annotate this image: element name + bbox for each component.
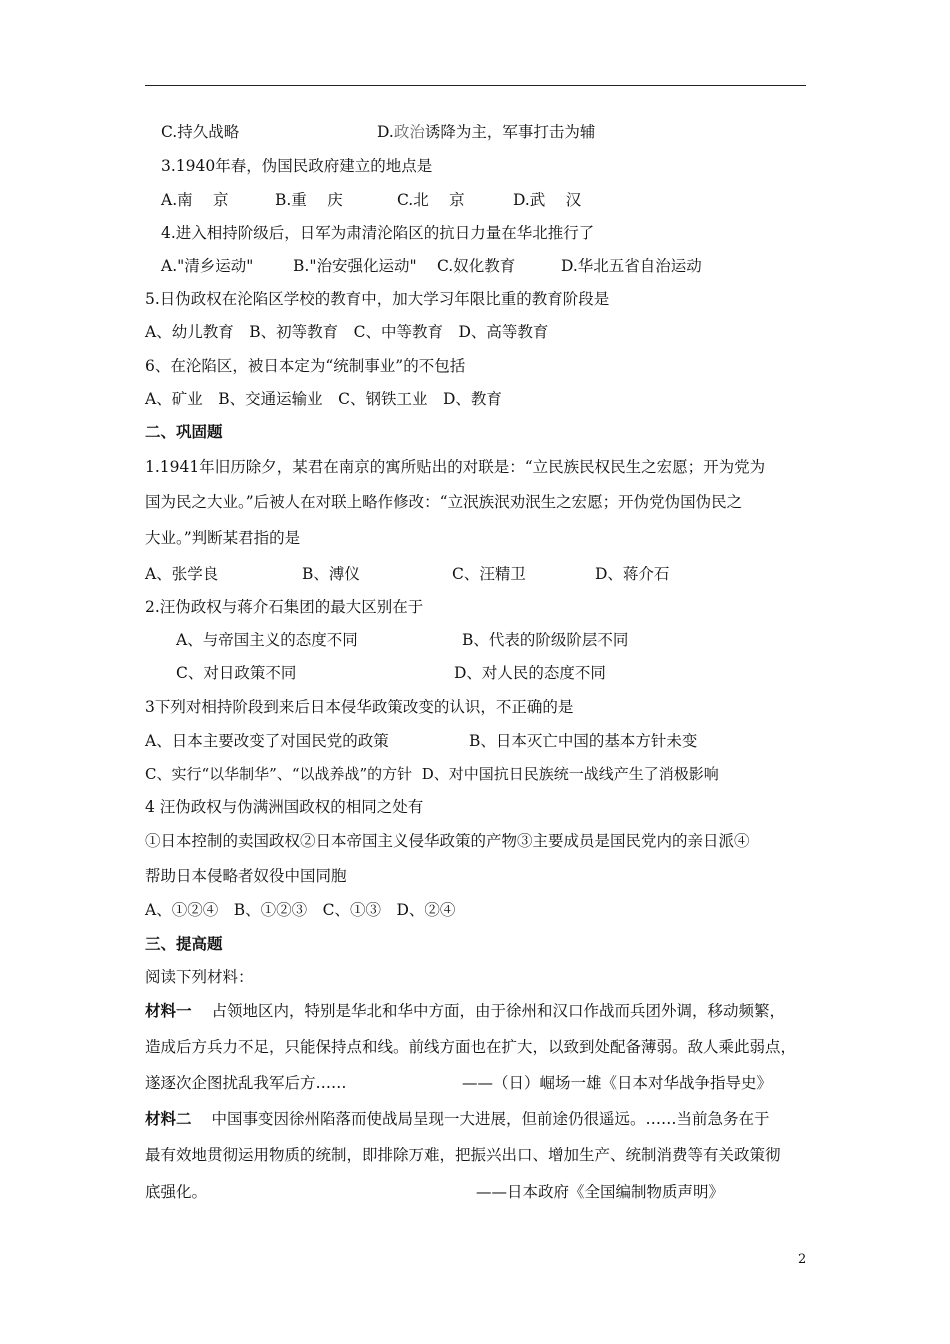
p2-question-1-line-1: 1.1941年旧历除夕，某君在南京的寓所贴出的对联是：“立民族民权民生之宏愿；开为党为 bbox=[145, 458, 766, 476]
material-2-line-2: 最有效地贯彻运用物质的统制，即排除万难，把振兴出口、增加生产、统制消费等有关政策彻 bbox=[145, 1146, 781, 1164]
material-2-line-1 bbox=[145, 1109, 770, 1129]
question-6: 6、在沦陷区，被日本定为“统制事业”的不包括 bbox=[145, 357, 466, 375]
header-rule bbox=[145, 85, 806, 86]
section-heading-2: 二、巩固题 bbox=[145, 422, 223, 441]
section-heading-3: 三、提高题 bbox=[145, 934, 223, 953]
q3-option-a: A.南 京 bbox=[161, 191, 229, 209]
q4-option-d: D.华北五省自治运动 bbox=[561, 257, 702, 275]
material-1-line-1 bbox=[145, 1001, 785, 1021]
p2-question-4: 4 汪伪政权与伪满洲国政权的相同之处有 bbox=[145, 798, 424, 816]
material-1-line-2: 造成后方兵力不足，只能保持点和线。前线方面也在扩大，以致到处配备薄弱。敌人乘此弱点， bbox=[145, 1038, 797, 1056]
q4-option-b: B."治安强化运动" bbox=[293, 257, 417, 275]
material-1-text-3: 遂逐次企图扰乱我军后方…… bbox=[145, 1074, 347, 1092]
p2-q2-option-c: C、对日政策不同 bbox=[176, 664, 297, 682]
reading-intro: 阅读下列材料： bbox=[145, 968, 254, 986]
p2-q4-statements-line-2: 帮助日本侵略者奴役中国同胞 bbox=[145, 867, 347, 885]
p2-q1-option-d: D、蒋介石 bbox=[595, 565, 670, 583]
p2-q3-option-b: B、日本灭亡中国的基本方针未变 bbox=[469, 732, 698, 750]
material-2-text-1: 中国事变因徐州陷落而使战局呈现一大进展，但前途仍很遥远。……当前急务在于 bbox=[211, 1110, 770, 1128]
p2-q3-options-row-2: C、实行“以华制华”、“以战养战”的方针 D、对中国抗日民族统一战线产生了消极影响 bbox=[145, 765, 719, 783]
p2-q4-statements-line-1: ①日本控制的卖国政权②日本帝国主义侵华政策的产物③主要成员是国民党内的亲日派④ bbox=[145, 832, 750, 850]
p2-question-1-line-2: 国为民之大业。”后被人在对联上略作修改：“立泯族泯劝泯生之宏愿；开伪党伪国伪民之 bbox=[145, 493, 743, 511]
question-3: 3.1940年春，伪国民政府建立的地点是 bbox=[161, 157, 433, 175]
material-2-text-3: 底强化。 bbox=[145, 1183, 208, 1201]
q3-option-d: D.武 汉 bbox=[513, 191, 582, 209]
p2-q2-option-b: B、代表的阶级阶层不同 bbox=[462, 631, 629, 649]
p2-q1-option-a: A、张学良 bbox=[145, 565, 219, 583]
p2-q1-option-c: C、汪精卫 bbox=[452, 565, 526, 583]
q2-option-c: C.持久战略 bbox=[161, 123, 240, 141]
p2-question-2: 2.汪伪政权与蒋介石集团的最大区别在于 bbox=[145, 598, 424, 616]
p2-q1-option-b: B、溥仪 bbox=[302, 565, 360, 583]
q3-option-c: C.北 京 bbox=[397, 191, 465, 209]
q3-option-b: B.重 庆 bbox=[275, 191, 343, 209]
question-5: 5.日伪政权在沦陷区学校的教育中，加大学习年限比重的教育阶段是 bbox=[145, 290, 610, 308]
question-4: 4.进入相持阶级后，日军为肃清沦陷区的抗日力量在华北推行了 bbox=[161, 224, 595, 242]
p2-question-3: 3下列对相持阶段到来后日本侵华政策改变的认识，不正确的是 bbox=[145, 698, 574, 716]
material-1-text-1: 占领地区内，特别是华北和华中方面，由于徐州和汉口作战而兵团外调，移动频繁， bbox=[211, 1002, 786, 1020]
p2-q2-option-a: A、与帝国主义的态度不同 bbox=[176, 631, 358, 649]
p2-q3-option-a: A、日本主要改变了对国民党的政策 bbox=[145, 732, 389, 750]
material-2-line-3 bbox=[145, 1182, 805, 1242]
material-1-label: 材料一 bbox=[145, 1001, 192, 1020]
material-1-source: ——（日）崛场一雄《日本对华战争指导史》 bbox=[462, 1074, 773, 1092]
q4-option-a: A."清乡运动" bbox=[161, 257, 254, 275]
page-number: 2 bbox=[798, 1252, 807, 1267]
p2-question-1-line-3: 大业。”判断某君指的是 bbox=[145, 529, 301, 547]
material-2-source: ——日本政府《全国编制物质声明》 bbox=[476, 1183, 725, 1201]
q6-options: A、矿业 B、交通运输业 C、钢铁工业 D、教育 bbox=[145, 390, 502, 408]
p2-q2-option-d: D、对人民的态度不同 bbox=[454, 664, 606, 682]
q5-options: A、幼儿教育 B、初等教育 C、中等教育 D、高等教育 bbox=[145, 323, 549, 341]
q4-option-c: C.奴化教育 bbox=[437, 257, 516, 275]
p2-q4-options: A、①②④ B、①②③ C、①③ D、②④ bbox=[145, 901, 456, 919]
material-2-label: 材料二 bbox=[145, 1109, 192, 1128]
q2-option-d: D.政治诱降为主，军事打击为辅 bbox=[377, 123, 596, 141]
